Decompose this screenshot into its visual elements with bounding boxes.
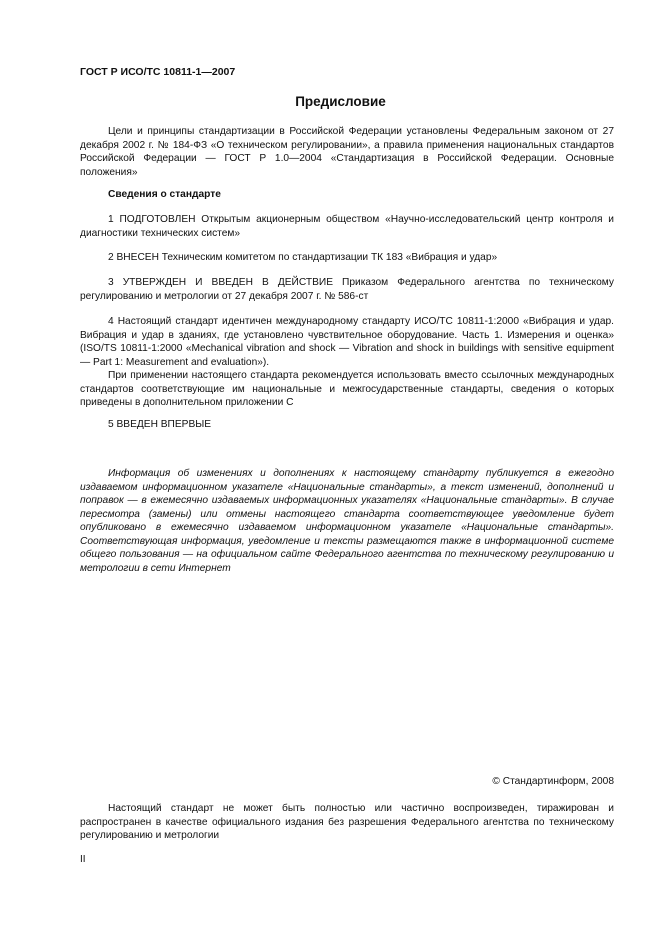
item-3: 3 УТВЕРЖДЕН И ВВЕДЕН В ДЕЙСТВИЕ Приказом Федерального агентства по техническому регулированию и метрологии от 27 декабря 2007 г. № 586-ст: [80, 277, 614, 302]
info-heading: Сведения о стандарте: [108, 189, 221, 200]
notice-paragraph: Информация об изменениях и дополнениях к настоящему стандарту публикуется в ежегодно издаваемом информационном указателе «Национальные стандарты», а текст изменений, дополнений и поправок — в ежемесячно издаваемых информационных указателях «Национальные стандарты». В случае пересмотра (замены) или отмены настоящего стандарта соответствующее уведомление будет опубликовано в ежемесячно издаваемом информационном указателе «Национальные стандарты». Соответствующая информация, уведомление и тексты размещаются также в информационной системе общего пользования — на официальном сайте Федерального агентства по техническому регулированию и метрологии в сети Интернет: [80, 468, 614, 574]
item-2: 2 ВНЕСЕН Техническим комитетом по стандартизации ТК 183 «Вибрация и удар»: [108, 252, 498, 263]
item-3-block: [80, 276, 614, 303]
copyright: © Стандартинформ, 2008: [492, 776, 614, 787]
intro-block: [80, 125, 614, 179]
item-4-block: [80, 315, 614, 410]
page-number: II: [80, 854, 86, 865]
notice-block: [80, 467, 614, 575]
intro-paragraph: Цели и принципы стандартизации в Российской Федерации установлены Федеральным законом от 27 декабря 2002 г. № 184-ФЗ «О техническом регулировании», а правила применения национальных стандартов Российской Федерации — ГОСТ Р 1.0—2004 «Стандартизация в Российской Федерации. Основные положения»: [80, 126, 614, 178]
item-5-block: [80, 418, 614, 432]
item-5: 5 ВВЕДЕН ВПЕРВЫЕ: [108, 419, 212, 430]
info-heading-block: [80, 188, 614, 202]
page-title: Предисловие: [295, 94, 386, 109]
item-1: 1 ПОДГОТОВЛЕН Открытым акционерным обществом «Научно-исследовательский центр контроля и диагностики технических систем»: [80, 214, 614, 239]
reproduction-block: [80, 802, 614, 843]
item-4: 4 Настоящий стандарт идентичен международному стандарту ИСО/ТС 10811-1:2000 «Вибрация и удар. Вибрация и удар в зданиях, где установлено чувствительное оборудование. Часть 1. Измерения и оценка» (ISO/TS 10811-1:2000 «Mechanical vibration and shock — Vibration and shock in buildings with sensitive equipment — Part 1: Measurement and evaluation»).: [80, 316, 614, 368]
reproduction-notice: Настоящий стандарт не может быть полностью или частично воспроизведен, тиражирован и распространен в качестве официального издания без разрешения Федерального агентства по техническому регулированию и метрологии: [80, 803, 614, 841]
item-4-note: При применении настоящего стандарта рекомендуется использовать вместо ссылочных международных стандартов соответствующие им национальные и межгосударственные стандарты, сведения о которых приведены в дополнительном приложении С: [80, 370, 614, 408]
document-code: ГОСТ Р ИСО/ТС 10811-1—2007: [80, 66, 236, 78]
item-1-block: [80, 213, 614, 240]
item-2-block: [80, 251, 614, 265]
